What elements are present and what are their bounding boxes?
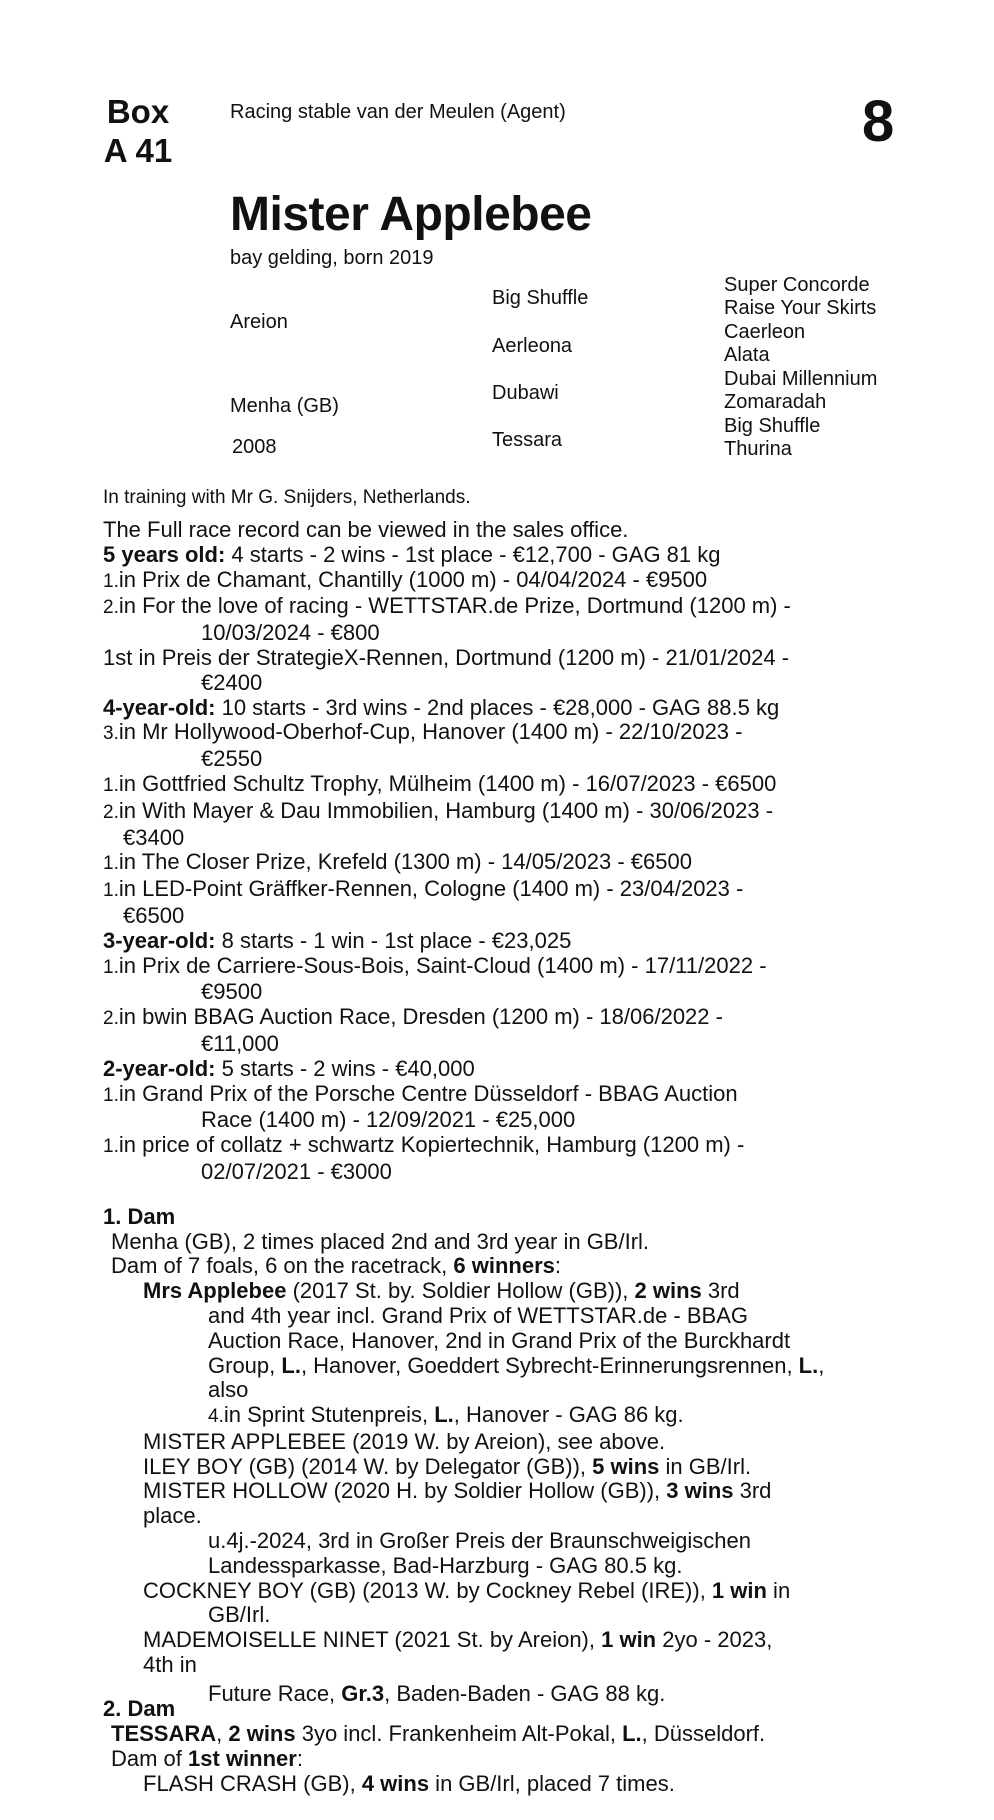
text-run: in The Closer Prize, Krefeld (1300 m) - 14/05/2023 - €6500 bbox=[118, 849, 692, 875]
race-record bbox=[103, 518, 903, 1707]
offspring-entry: MISTER APPLEBEE (2019 W. by Areion), see above. bbox=[143, 1428, 666, 1454]
pedigree-gen3-item: Super Concorde bbox=[724, 274, 870, 296]
race-entry-cont: €11,000 bbox=[201, 1030, 279, 1056]
race-entry bbox=[103, 799, 903, 826]
text-run: 1. bbox=[103, 880, 119, 902]
race-entry bbox=[103, 954, 903, 981]
text-run: 1. bbox=[103, 570, 119, 592]
text-run: 4. bbox=[208, 1406, 224, 1428]
text-run: in For the love of racing - WETTSTAR.de Prize, Dortmund (1200 m) - bbox=[118, 593, 791, 619]
text-run: : bbox=[554, 1253, 561, 1279]
race-entry bbox=[103, 1133, 903, 1160]
offspring-cont: Landessparkasse, Bad-Harzburg - GAG 80.5 kg. bbox=[208, 1552, 683, 1578]
offspring-cont: GB/Irl. bbox=[208, 1602, 271, 1628]
offspring-cont: u.4j.-2024, 3rd in Großer Preis der Braunschweigischen bbox=[208, 1528, 751, 1554]
race-entry-cont: 10/03/2024 - €800 bbox=[201, 620, 380, 646]
text-run: 3 wins bbox=[666, 1478, 734, 1504]
text-run: 2. bbox=[103, 1008, 119, 1030]
offspring-entry bbox=[103, 1628, 903, 1653]
text-run: , Hanover - GAG 86 kg. bbox=[453, 1402, 684, 1428]
text-run: 1st winner bbox=[188, 1746, 297, 1771]
text-run: Dam of 7 foals, 6 on the racetrack, bbox=[111, 1253, 454, 1279]
text-run: 2. bbox=[103, 597, 119, 619]
text-run: 3rd bbox=[701, 1278, 740, 1304]
text-run: , Hanover, Goeddert Sybrecht-Erinnerungsrennen, bbox=[300, 1352, 799, 1378]
year-summary bbox=[103, 1057, 903, 1082]
race-entry-cont: €2400 bbox=[201, 669, 263, 695]
offspring-cont: 4th in bbox=[143, 1652, 197, 1678]
text-run: in Sprint Stutenpreis, bbox=[223, 1402, 435, 1428]
dam2-line bbox=[103, 1721, 923, 1746]
year-summary bbox=[103, 543, 903, 568]
race-entry bbox=[103, 720, 903, 747]
text-run: , Baden-Baden - GAG 88 kg. bbox=[384, 1680, 666, 1706]
text-run: 5 years old: bbox=[103, 541, 226, 567]
training-info: In training with Mr G. Snijders, Netherlands. bbox=[103, 487, 471, 508]
offspring-cont bbox=[103, 1354, 903, 1379]
text-run: 1. bbox=[103, 1136, 119, 1158]
text-run: , bbox=[216, 1721, 229, 1746]
text-run: in Gottfried Schultz Trophy, Mülheim (1400 m) - 16/07/2023 - €6500 bbox=[118, 770, 777, 796]
dam2-line bbox=[103, 1746, 923, 1771]
pedigree-gen2-item: Aerleona bbox=[492, 335, 573, 357]
race-entry bbox=[103, 1005, 903, 1032]
text-run: 1. bbox=[103, 956, 119, 978]
pedigree-gen3-item: Dubai Millennium bbox=[724, 368, 878, 390]
offspring-entry bbox=[103, 1279, 903, 1304]
text-run: : bbox=[296, 1746, 303, 1771]
text-run: 3. bbox=[103, 723, 119, 745]
pedigree-dam: Menha (GB) bbox=[230, 395, 339, 417]
pedigree-dam-year: 2008 bbox=[232, 436, 277, 458]
text-run: in GB/Irl. bbox=[659, 1453, 752, 1479]
text-run: 1. bbox=[103, 1084, 119, 1106]
text-run: 2-year-old: bbox=[103, 1055, 216, 1081]
text-run: 2 wins bbox=[634, 1278, 702, 1304]
text-run: 6 winners bbox=[453, 1253, 555, 1279]
race-entry bbox=[103, 594, 903, 621]
text-run: 4 wins bbox=[361, 1771, 430, 1796]
text-run: 2 wins bbox=[228, 1721, 296, 1746]
pedigree-gen3-item: Alata bbox=[724, 344, 770, 366]
horse-name: Mister Applebee bbox=[230, 188, 592, 241]
text-run: in GB/Irl, placed 7 times. bbox=[429, 1771, 675, 1796]
offspring-cont: place. bbox=[143, 1503, 202, 1529]
pedigree-gen3-item: Thurina bbox=[724, 438, 792, 460]
offspring-cont: and 4th year incl. Grand Prix of WETTSTAR.de - BBAG bbox=[208, 1302, 748, 1328]
race-entry: 1st in Preis der StrategieX-Rennen, Dortmund (1200 m) - 21/01/2024 - bbox=[103, 644, 790, 670]
race-entry-cont: €2550 bbox=[201, 746, 263, 772]
text-run: Mrs Applebee bbox=[143, 1278, 287, 1304]
pedigree-gen2-item: Big Shuffle bbox=[492, 287, 589, 309]
text-run: Future Race, bbox=[208, 1680, 342, 1706]
lot-number: 8 bbox=[862, 89, 895, 154]
text-run: in LED-Point Gräffker-Rennen, Cologne (1400 m) - 23/04/2023 - bbox=[118, 876, 744, 902]
dam2-section bbox=[103, 1696, 923, 1796]
text-run: MISTER HOLLOW (2020 H. by Soldier Hollow (GB)), bbox=[143, 1478, 667, 1504]
box-title: Box bbox=[106, 93, 170, 130]
pedigree-gen3-item: Raise Your Skirts Caerleon bbox=[724, 297, 877, 343]
box-label bbox=[103, 92, 173, 170]
text-run: 1 win bbox=[711, 1577, 767, 1603]
pedigree-gen2-item: Tessara bbox=[492, 429, 563, 451]
text-run: L. bbox=[798, 1352, 819, 1378]
offspring-entry bbox=[103, 1579, 903, 1604]
text-run: 4 starts - 2 wins - 1st place - €12,700 - GAG 81 kg bbox=[225, 541, 721, 567]
text-run: L. bbox=[281, 1352, 301, 1378]
horse-description: bay gelding, born 2019 bbox=[230, 247, 434, 269]
text-run: in Prix de Chamant, Chantilly (1000 m) - 04/04/2024 - €9500 bbox=[118, 566, 708, 592]
year-summary bbox=[103, 929, 903, 954]
race-entry-cont: Race (1400 m) - 12/09/2021 - €25,000 bbox=[201, 1107, 576, 1133]
text-run: , Düsseldorf. bbox=[641, 1721, 766, 1746]
text-run: in Grand Prix of the Porsche Centre Düsseldorf - BBAG Auction bbox=[118, 1080, 738, 1106]
race-entry-cont: €3400 bbox=[123, 824, 185, 850]
text-run: 3yo incl. Frankenheim Alt-Pokal, bbox=[295, 1721, 623, 1746]
text-run: 2. bbox=[103, 801, 119, 823]
text-run: 3-year-old: bbox=[103, 927, 216, 953]
text-run: 8 starts - 1 win - 1st place - €23,025 bbox=[215, 927, 572, 953]
year-summary bbox=[103, 696, 903, 721]
text-run: , bbox=[818, 1352, 825, 1378]
race-entry bbox=[103, 772, 903, 799]
pedigree-gen3-item: Zomaradah bbox=[724, 391, 827, 413]
race-entry-cont: €9500 bbox=[201, 979, 263, 1005]
offspring-cont: Auction Race, Hanover, 2nd in Grand Prix of the Burckhardt bbox=[208, 1327, 791, 1353]
offspring-cont bbox=[103, 1403, 903, 1430]
text-run: TESSARA bbox=[111, 1721, 217, 1746]
offspring-entry bbox=[103, 1455, 903, 1480]
offspring-entry bbox=[103, 1479, 903, 1504]
record-note: The Full race record can be viewed in the sales office. bbox=[103, 517, 629, 542]
pedigree-gen3-item: Big Shuffle bbox=[724, 415, 821, 437]
text-run: in Mr Hollywood-Oberhof-Cup, Hanover (1400 m) - 22/10/2023 - bbox=[118, 719, 743, 745]
text-run: in Prix de Carriere-Sous-Bois, Saint-Cloud (1400 m) - 17/11/2022 - bbox=[118, 952, 767, 978]
race-entry bbox=[103, 1082, 903, 1109]
race-entry-cont: 02/07/2021 - €3000 bbox=[201, 1158, 392, 1184]
dam1-title: 1. Dam bbox=[103, 1203, 176, 1229]
race-entry bbox=[103, 568, 903, 595]
text-run: in bwin BBAG Auction Race, Dresden (1200 m) - 18/06/2022 - bbox=[118, 1004, 723, 1030]
dam1-line bbox=[103, 1254, 903, 1279]
text-run: 10 starts - 3rd wins - 2nd places - €28,000 - GAG 88.5 kg bbox=[215, 694, 780, 720]
text-run: Dam of bbox=[111, 1746, 189, 1771]
text-run: 1 win bbox=[601, 1627, 657, 1653]
text-run: 5 wins bbox=[592, 1453, 660, 1479]
offspring-cont: also bbox=[208, 1377, 249, 1403]
dam1-line: Menha (GB), 2 times placed 2nd and 3rd year in GB/Irl. bbox=[111, 1228, 650, 1254]
pedigree-gen2-item: Dubawi bbox=[492, 382, 559, 404]
text-run: in price of collatz + schwartz Kopiertechnik, Hamburg (1200 m) - bbox=[118, 1132, 745, 1158]
text-run: COCKNEY BOY (GB) (2013 W. by Cockney Rebel (IRE)), bbox=[143, 1577, 712, 1603]
box-number: A 41 bbox=[103, 132, 173, 169]
race-entry bbox=[103, 850, 903, 877]
text-run: MADEMOISELLE NINET (2021 St. by Areion), bbox=[143, 1627, 602, 1653]
text-run: in With Mayer & Dau Immobilien, Hamburg (1400 m) - 30/06/2023 - bbox=[118, 797, 774, 823]
text-run: L. bbox=[622, 1721, 642, 1746]
text-run: L. bbox=[434, 1402, 454, 1428]
text-run: FLASH CRASH (GB), bbox=[143, 1771, 362, 1796]
text-run: Group, bbox=[208, 1352, 282, 1378]
text-run: 2yo - 2023, bbox=[656, 1627, 773, 1653]
pedigree-sire: Areion bbox=[230, 311, 288, 333]
text-run: 1. bbox=[103, 853, 119, 875]
text-run: 4-year-old: bbox=[103, 694, 216, 720]
dam2-title: 2. Dam bbox=[103, 1696, 176, 1721]
consignor: Racing stable van der Meulen (Agent) bbox=[230, 101, 566, 123]
text-run: 1. bbox=[103, 774, 119, 796]
text-run: (2017 St. by. Soldier Hollow (GB)), bbox=[286, 1278, 635, 1304]
text-run: 3rd bbox=[733, 1478, 772, 1504]
text-run: 5 starts - 2 wins - €40,000 bbox=[215, 1055, 475, 1081]
text-run: in bbox=[766, 1577, 791, 1603]
offspring-entry bbox=[103, 1771, 923, 1796]
text-run: ILEY BOY (GB) (2014 W. by Delegator (GB)), bbox=[143, 1453, 593, 1479]
text-run: Gr.3 bbox=[341, 1680, 385, 1706]
race-entry-cont: €6500 bbox=[123, 902, 185, 928]
race-entry bbox=[103, 877, 903, 904]
